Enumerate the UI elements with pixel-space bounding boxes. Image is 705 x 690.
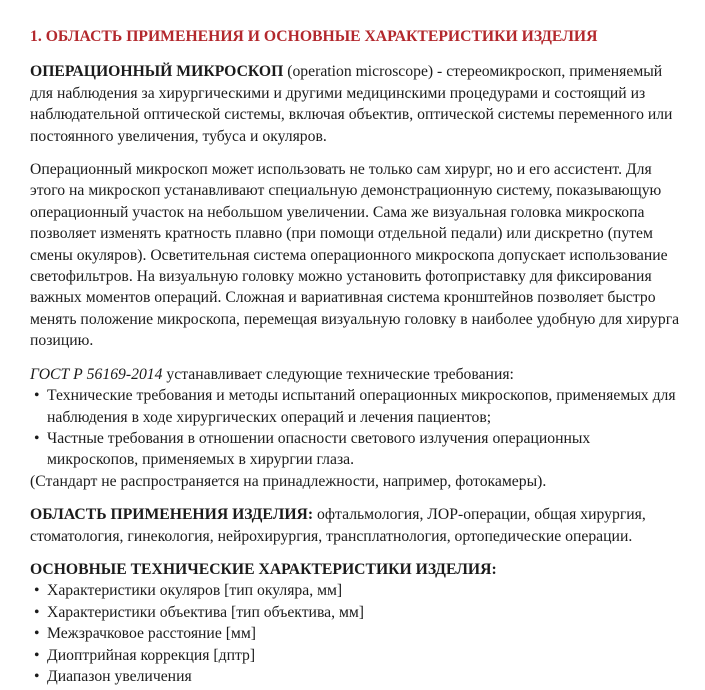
list-item: • Технические требования и методы испытаний операционных микроскопов, применяемых для наблюдения в ходе хирургических операций и лечения пациентов; [30,385,685,428]
list-item: • Межзрачковое расстояние [мм] [30,623,685,644]
section-heading: 1. ОБЛАСТЬ ПРИМЕНЕНИЯ И ОСНОВНЫЕ ХАРАКТЕРИСТИКИ ИЗДЕЛИЯ [30,28,598,45]
list-item: • Характеристики окуляров [тип окуляра, мм] [30,580,685,601]
definition-term: ОПЕРАЦИОННЫЙ МИКРОСКОП [30,63,284,81]
application-paragraph [30,504,685,547]
gost-requirements-list [30,385,685,471]
specs-label: ОСНОВНЫЕ ТЕХНИЧЕСКИЕ ХАРАКТЕРИСТИКИ ИЗДЕЛИЯ: [30,560,497,578]
definition-text: (operation microscope) - стереомикроскоп, применяемый для наблюдения за хирургическими и другими медицинскими процедурами и состоящий из наблюдательной оптической системы, включая объектив, оптической системы переменного или постоянного увеличения, тубуса и окуляров. [30,63,673,145]
gost-note: (Стандарт не распространяется на принадлежности, например, фотокамеры). [30,472,547,490]
list-item: • Характеристики объектива [тип объектива, мм] [30,602,685,623]
list-item: • Частные требования в отношении опасности светового излучения операционных микроскопов, применяемых в хирургии глаза. [30,428,685,471]
gost-intro-text: устанавливает следующие технические требования: [162,365,514,383]
gost-intro-line [30,364,685,385]
application-text: офтальмология, ЛОР-операции, общая хирургия, стоматология, гинекология, нейрохирургия, трансплатнология, ортопедические операции. [30,506,646,545]
list-item: • Диоптрийная коррекция [дптр] [30,645,685,666]
definition-paragraph [30,61,685,147]
specs-heading-line [30,559,685,580]
usage-paragraph: Операционный микроскоп может использовать не только сам хирург, но и его ассистент. Для этого на микроскоп устанавливают специальную демонстрационную систему, показывающую операционный участок на небольшом увеличении. Сама же визуальная головка микроскопа позволяет изменять кратность плавно (при помощи отдельной педали) или дискретно (путем смены окуляров). Осветительная система операционного микроскопа допускает использование светофильтров. На визуальную головку можно установить фотоприставку для фиксирования важных моментов операций. Сложная и вариативная система кронштейнов позволяет быстро менять положение микроскопа, перемещая визуальную головку в наиболее удобную для хирурга позицию. [30,161,680,350]
list-item: • Диапазон увеличения [30,666,685,687]
application-label: ОБЛАСТЬ ПРИМЕНЕНИЯ ИЗДЕЛИЯ: [30,506,314,524]
specs-list [30,580,685,687]
gost-standard-reference: ГОСТ Р 56169-2014 [30,365,163,383]
